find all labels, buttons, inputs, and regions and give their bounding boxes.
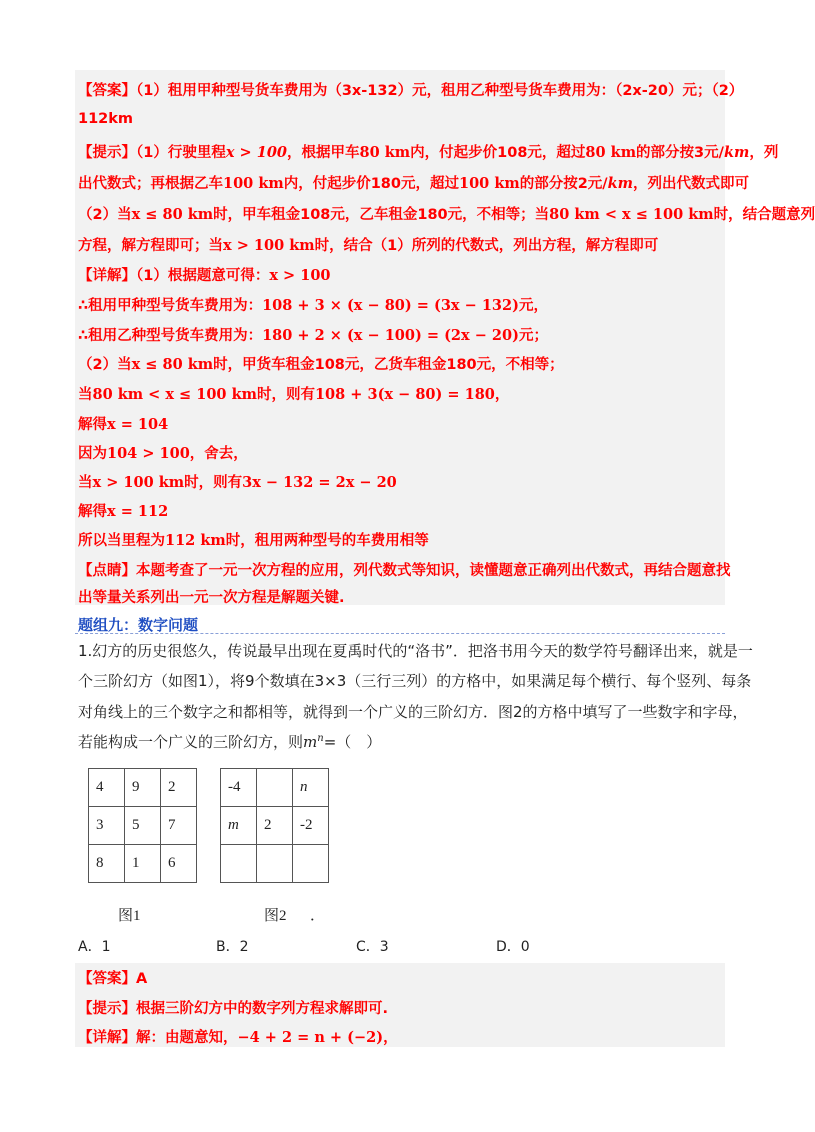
detail-line-1 [78, 264, 331, 285]
grid-cell: m [221, 807, 257, 845]
math-expr: 108 + 3(x − 80) = 180 [314, 386, 495, 403]
grid-cell: 4 [89, 769, 125, 807]
math-expr: x > 100 [269, 267, 331, 284]
grid-cell: 8 [89, 845, 125, 883]
detail-text: ∴租用乙种型号货车费用为： [78, 328, 263, 344]
math-var-m: m [303, 733, 318, 751]
note-text: 本题考查了一元一次方程的应用，列代数式等知识，读懂题意正确列出代数式，再结合题意找 [136, 563, 731, 579]
hint-tag: 【提示】 [78, 1001, 136, 1017]
math-expr: km [607, 175, 633, 192]
answer-text: A [136, 971, 148, 987]
answer-tag: 【答案】 [78, 83, 136, 99]
math-expr: km [723, 144, 750, 161]
hint-line-3 [78, 203, 815, 224]
hint-text: 根据三阶幻方中的数字列方程求解即可. [136, 1001, 389, 1017]
problem-line-2: 个三阶幻方（如图1），将9个数填在3×3（三行三列）的方格中，如果满足每个横行、每个竖列、每条 [78, 672, 752, 690]
math-expr: 3x − 132 = 2x − 20 [242, 474, 397, 491]
math-expr: 100 km [459, 175, 520, 192]
math-expr: x > 100 [225, 144, 288, 161]
detail-text: ， [383, 1030, 398, 1046]
hint-text: 方程，解方程即可；当 [78, 238, 223, 254]
note-text: 出等量关系列出一元一次方程是解题关键. [78, 590, 345, 606]
grid-cell: 2 [257, 807, 293, 845]
detail-text: 当 [78, 475, 93, 491]
detail2-line [78, 1026, 398, 1047]
grid-cell: n [293, 769, 329, 807]
detail-line-3 [78, 324, 548, 345]
math-expr: 104 > 100 [107, 445, 190, 462]
grid-cell: -4 [221, 769, 257, 807]
answer-line-1 [78, 79, 743, 100]
detail-line-7 [78, 442, 248, 463]
hint-text: 出代数式；再根据乙车 [78, 176, 223, 192]
detail-text: （2）当 [78, 357, 132, 373]
choice-b: B．2 [216, 939, 249, 955]
detail-line-9 [78, 500, 168, 521]
detail-text: 时，则有 [256, 387, 315, 403]
hint2-line [78, 997, 388, 1018]
detail-text: 因为 [78, 446, 107, 462]
grid-cell: 1 [125, 845, 161, 883]
math-expr: 180 + 2 × (x − 100) = (2x − 20) [262, 327, 519, 344]
figure-1-caption: 图1 [118, 908, 141, 924]
hint-text: 的部分按2元/ [519, 176, 608, 192]
grid-cell: -2 [293, 807, 329, 845]
hint-line-2 [78, 172, 749, 193]
grid-cell: 2 [161, 769, 197, 807]
answer-line-2 [78, 111, 133, 127]
grid-cell: 7 [161, 807, 197, 845]
hint-text: ，根据甲车 [287, 145, 360, 161]
hint-text: ，列 [749, 145, 779, 161]
grid-cell [221, 845, 257, 883]
detail-line-8 [78, 471, 397, 492]
grid-cell: 9 [125, 769, 161, 807]
hint-text: 时，结合题意列 [713, 207, 815, 223]
math-expr: 80 km < x ≤ 100 km [92, 386, 257, 403]
hint-text: 内，付起步价108元，超过 [410, 145, 586, 161]
hint-text: （2）当 [78, 207, 132, 223]
math-expr: 112 km [165, 532, 226, 549]
detail-text: 当 [78, 387, 93, 403]
detail-text: 时，则有 [184, 475, 243, 491]
detail-text: 所以当里程为 [78, 533, 165, 549]
detail-text: 解得 [78, 504, 107, 520]
hint-text: ，列出代数式即可 [633, 176, 749, 192]
math-expr: 108 + 3 × (x − 80) = (3x − 132) [262, 297, 519, 314]
answer2-line [78, 967, 147, 988]
grid-cell: 6 [161, 845, 197, 883]
choice-a: A．1 [78, 939, 111, 955]
math-expr: 80 km [585, 144, 637, 161]
math-expr: x = 112 [107, 503, 169, 520]
problem-text: =（ ） [323, 733, 382, 751]
grid-cell: 3 [89, 807, 125, 845]
grid-cell [257, 845, 293, 883]
detail-line-2 [78, 294, 548, 315]
problem-line-3: 对角线上的三个数字之和都相等，就得到一个广义的三阶幻方．图2的方格中填写了一些数字和字母， [78, 703, 748, 721]
detail-text: （1）根据题意可得： [136, 268, 270, 284]
grid-cell [293, 845, 329, 883]
note-line-2 [78, 586, 345, 607]
answer-tag: 【答案】 [78, 971, 136, 987]
choice-d: D．0 [496, 939, 530, 955]
hint-text: 时，甲车租金108元，乙车租金180元，不相等；当 [213, 207, 550, 223]
detail-text: ，舍去， [189, 446, 248, 462]
choice-c: C．3 [356, 939, 389, 955]
detail-text: 元， [518, 298, 548, 314]
detail-line-5 [78, 383, 509, 404]
section-title: 题组九：数字问题 [78, 617, 199, 634]
figure-2-caption: 图2 [264, 908, 287, 924]
math-expr: x ≤ 80 km [131, 356, 214, 373]
math-expr: 80 km < x ≤ 100 km [549, 206, 714, 223]
detail-text: 解：由题意知， [136, 1030, 238, 1046]
math-expr: x ≤ 80 km [131, 206, 214, 223]
answer-text: （1）租用甲种型号货车费用为（3x-132）元，租用乙种型号货车费用为：（2x-20）元；（2） [136, 83, 744, 99]
detail-text: ∴租用甲种型号货车费用为： [78, 298, 263, 314]
detail-line-10 [78, 529, 429, 550]
hint-text: 时，结合（1）所列的代数式，列出方程，解方程即可 [314, 238, 659, 254]
magic-square-figure-1 [88, 768, 197, 883]
math-expr: 100 km [223, 175, 284, 192]
figure-2-mark: ． [310, 908, 326, 924]
detail-text: 解得 [78, 417, 107, 433]
detail-text: 元； [518, 328, 548, 344]
hint-line-4 [78, 234, 658, 255]
detail-tag: 【详解】 [78, 1030, 136, 1046]
math-expr: −4 + 2 = n + (−2) [237, 1029, 384, 1046]
math-expr: 80 km [359, 144, 411, 161]
math-expr: x > 100 km [223, 237, 315, 254]
grid-cell: 5 [125, 807, 161, 845]
problem-text: 若能构成一个广义的三阶幻方，则 [78, 733, 304, 751]
note-line-1 [78, 559, 731, 580]
problem-line-4 [78, 731, 381, 752]
magic-square-figure-2 [220, 768, 329, 883]
detail-text: 时，甲货车租金108元，乙货车租金180元，不相等； [213, 357, 564, 373]
grid-cell [257, 769, 293, 807]
detail-line-6 [78, 413, 168, 434]
detail-text: ， [494, 387, 510, 403]
answer-text-cont: 112km [78, 111, 134, 127]
hint-text: 的部分按3元/ [636, 145, 724, 161]
hint-text: 内，付起步价180元，超过 [283, 176, 459, 192]
hint-line-1 [78, 141, 778, 162]
hint-text: （1）行驶里程 [136, 145, 226, 161]
detail-line-4 [78, 353, 564, 374]
section-divider [75, 633, 725, 634]
hint-tag: 【提示】 [78, 145, 136, 161]
math-expr: x = 104 [107, 416, 169, 433]
detail-tag: 【详解】 [78, 268, 136, 284]
math-expr: x > 100 km [92, 474, 185, 491]
math-exponent-n: n [317, 733, 324, 744]
detail-text: 时，租用两种型号的车费用相等 [225, 533, 429, 549]
note-tag: 【点睛】 [78, 563, 136, 579]
problem-line-1: 1.幻方的历史很悠久，传说最早出现在夏禹时代的“洛书”．把洛书用今天的数学符号翻译出来，就是一 [78, 642, 753, 660]
